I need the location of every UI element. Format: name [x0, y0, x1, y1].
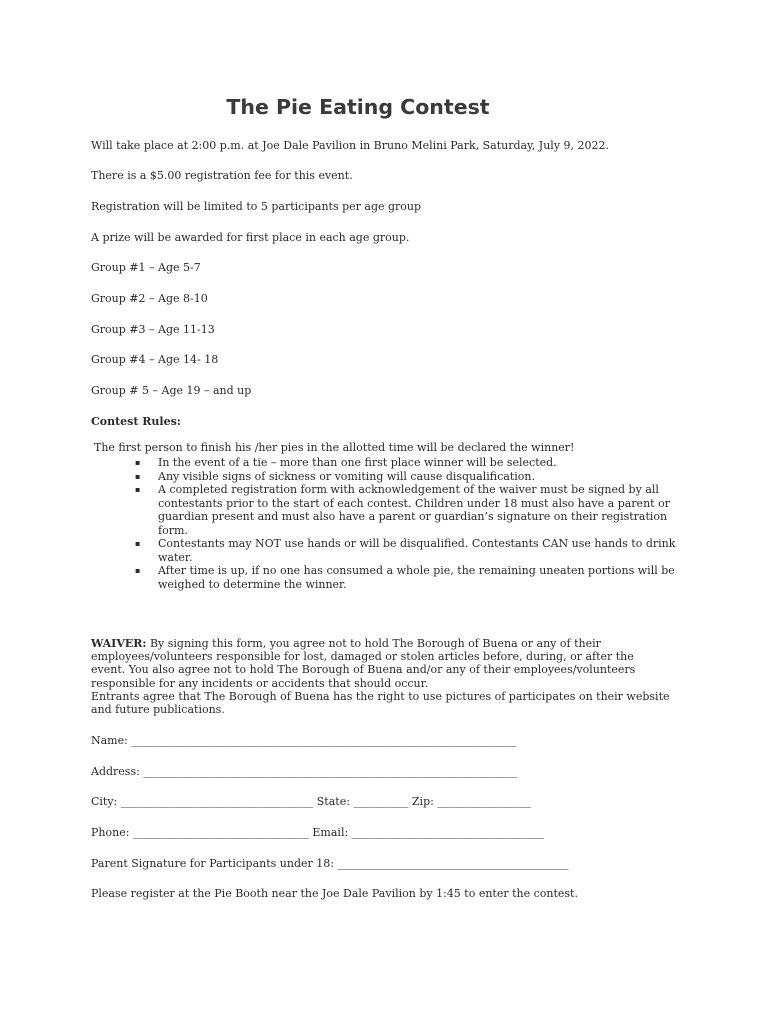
closing-text: Please register at the Pie Booth near the Joe Dale Pavilion by 1:45 to enter the contest.	[91, 887, 578, 900]
bullet-icon: ▪	[135, 458, 141, 467]
prize-text: A prize will be awarded for first place in each age group.	[91, 231, 410, 244]
name-field[interactable]: Name: ______________________________________________________________________	[91, 734, 517, 747]
parent-signature-field[interactable]: Parent Signature for Participants under 18: __________________________________________	[91, 857, 569, 870]
bullet-icon: ▪	[135, 471, 141, 481]
rule-text: Any visible signs of sickness or vomiting will cause disqualification.	[158, 469, 535, 483]
bullet-icon: ▪	[135, 539, 141, 548]
rule-text: After time is up, if no one has consumed a whole pie, the remaining uneaten portions will be weighed to determine the winner.	[158, 564, 675, 591]
list-item	[135, 456, 695, 470]
list-item	[135, 470, 695, 484]
schedule-text: Will take place at 2:00 p.m. at Joe Dale Pavilion in Bruno Melini Park, Saturday, July 9, 2022.	[91, 139, 610, 152]
age-group-4: Group #4 – Age 14- 18	[91, 353, 219, 366]
bullet-icon: ▪	[135, 485, 141, 494]
age-group-5: Group # 5 – Age 19 – and up	[91, 384, 252, 397]
phone-email-field[interactable]: Phone: ________________________________ Email: ___________________________________	[91, 826, 545, 839]
fee-text: There is a $5.00 registration fee for this event.	[91, 169, 353, 182]
list-item	[135, 537, 695, 564]
waiver-label: WAIVER:	[91, 637, 147, 650]
list-item	[135, 483, 695, 537]
waiver-paragraph	[91, 637, 671, 690]
limit-text: Registration will be limited to 5 participants per age group	[91, 200, 422, 213]
rule-text: A completed registration form with acknowledgement of the waiver must be signed by all contestants prior to the start of each contest. Children under 18 must also have a parent or guardian present and must also have a parent or guardian’s signature on their registration form.	[158, 483, 670, 537]
rules-heading: Contest Rules:	[91, 415, 181, 428]
list-item	[135, 564, 695, 591]
city-state-zip-field[interactable]: City: ___________________________________ State: __________ Zip: _________________	[91, 795, 531, 808]
rules-list	[135, 456, 695, 591]
rule-text: In the event of a tie – more than one first place winner will be selected.	[158, 456, 557, 469]
age-group-2: Group #2 – Age 8-10	[91, 292, 208, 305]
rule-text: Contestants may NOT use hands or will be disqualified. Contestants CAN use hands to drink water.	[158, 537, 676, 564]
waiver-text: By signing this form, you agree not to hold The Borough of Buena or any of their employees/volunteers responsible for lost, damaged or stolen articles before, during, or after the event. You also agree not to hold The Borough of Buena and/or any of their employees/volunteers responsible for any incidents or accidents that should occur.	[91, 637, 636, 690]
age-group-3: Group #3 – Age 11-13	[91, 323, 215, 336]
pictures-consent-text: Entrants agree that The Borough of Buena has the right to use pictures of participates on their website and future publications.	[91, 689, 670, 717]
address-field[interactable]: Address: ____________________________________________________________________	[91, 765, 518, 778]
rules-intro: The first person to finish his /her pies in the allotted time will be declared the winner!	[94, 441, 575, 454]
waiver-section	[91, 637, 671, 716]
document-title: The Pie Eating Contest	[226, 95, 490, 119]
age-group-1: Group #1 – Age 5-7	[91, 261, 201, 274]
bullet-icon: ▪	[135, 566, 141, 575]
